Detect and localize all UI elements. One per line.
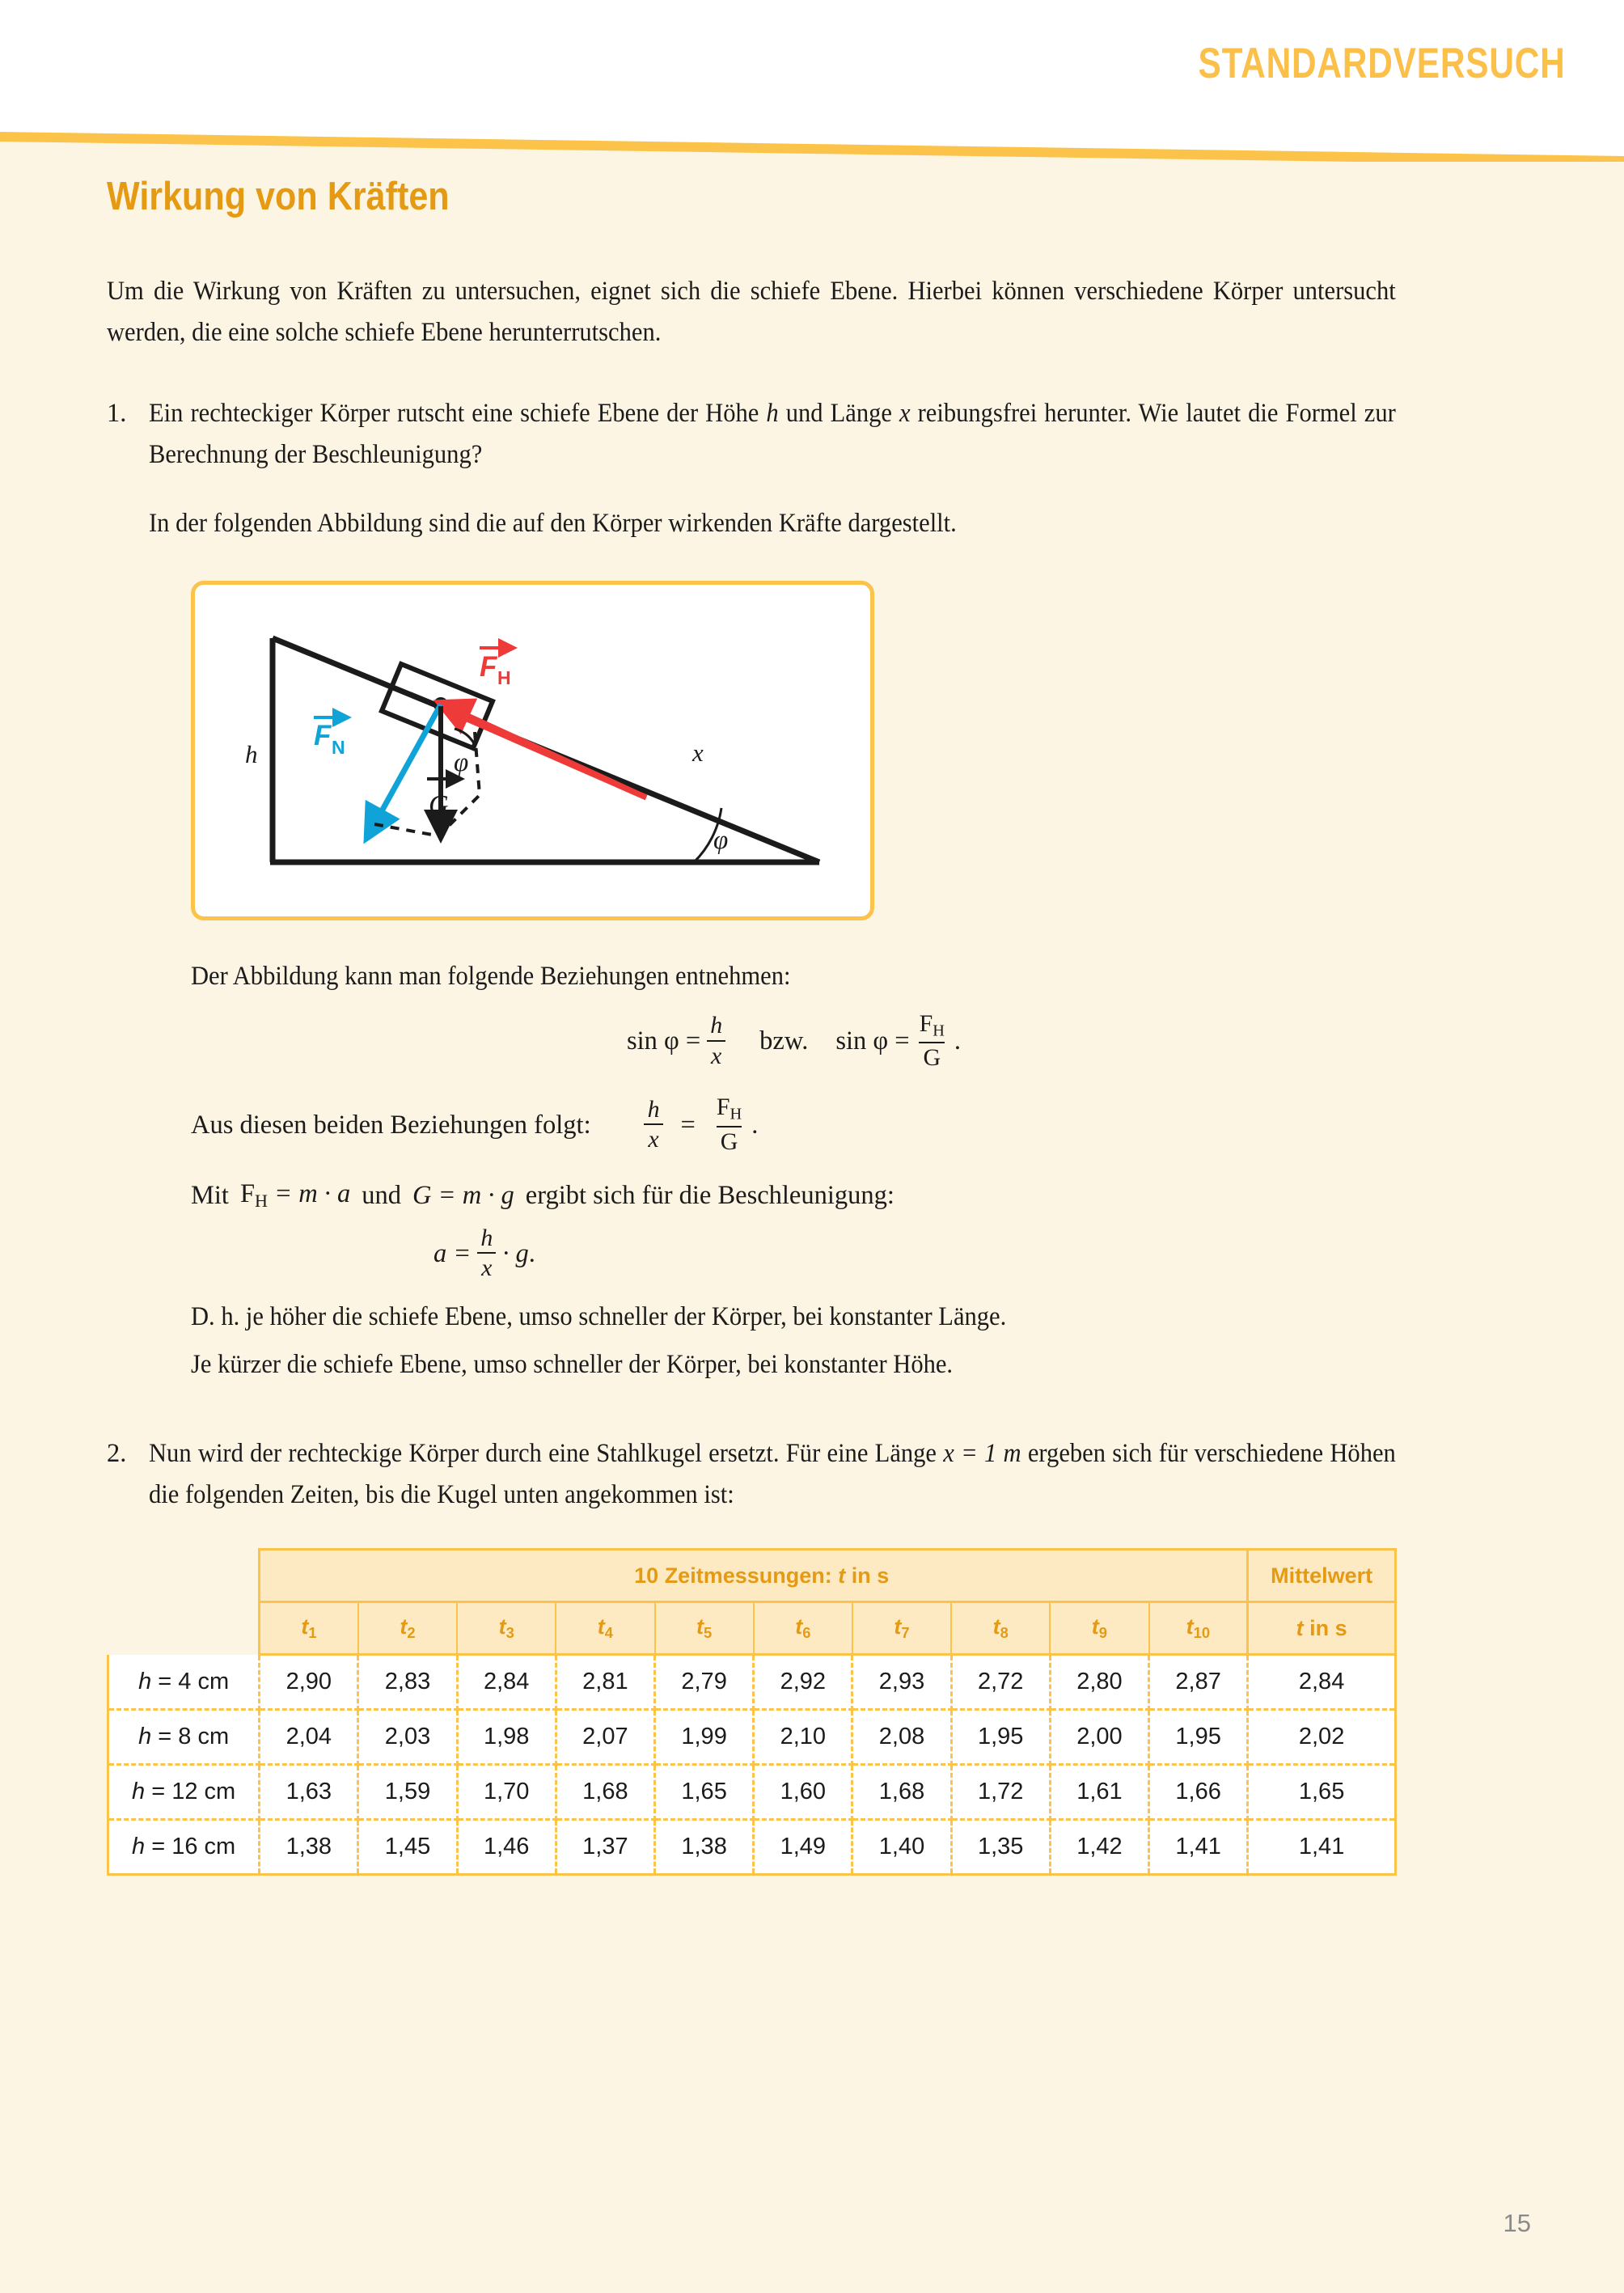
- header-main-prefix: 10 Zeitmessungen:: [634, 1563, 839, 1588]
- list-marker-1: 1.: [107, 398, 127, 428]
- eq4-numerator: h: [480, 1225, 493, 1252]
- table-header-measurements: [260, 1550, 1248, 1602]
- inclined-plane-figure: [191, 581, 874, 920]
- table-corner-blank: [108, 1550, 260, 1602]
- eq4-fraction: [476, 1225, 497, 1281]
- row-label-1: [108, 1710, 260, 1765]
- eq3-fraction-left: [644, 1097, 664, 1153]
- col-header-t3: $t_3$: [457, 1602, 556, 1655]
- cell-0-9: 2,87: [1149, 1655, 1248, 1710]
- cell-1-8: 2,00: [1050, 1710, 1148, 1765]
- col-header-mean: [1248, 1602, 1396, 1655]
- label-x: x: [692, 738, 704, 767]
- label-FN-sub: N: [332, 736, 345, 758]
- intro-paragraph: Um die Wirkung von Kräften zu untersuchen, eignet sich die schiefe Ebene. Hierbei können verschiedene Körper untersucht werden, die eine solche schiefe Ebene herunterrutschen.: [107, 277, 1396, 348]
- item1-followup: In der folgenden Abbildung sind die auf den Körper wirkenden Kräfte dargestellt.: [149, 509, 957, 539]
- col-header-t1: $t_1$: [260, 1602, 358, 1655]
- item2-text: [149, 1433, 1396, 1517]
- row-label-rest-1: = 8 cm: [151, 1724, 230, 1750]
- col-header-t2: $t_2$: [358, 1602, 457, 1655]
- label-FH-group: [480, 648, 511, 688]
- cell-2-8: 1,61: [1050, 1765, 1148, 1820]
- mean-col-suffix: in s: [1303, 1615, 1347, 1640]
- header-main-suffix: in s: [845, 1563, 890, 1588]
- eq2-numerator: [916, 1011, 949, 1042]
- table-row: [108, 1710, 1396, 1765]
- mit-fh-f: F: [239, 1178, 256, 1208]
- cell-3-8: 1,42: [1050, 1820, 1148, 1875]
- cell-2-mean: 1,65: [1248, 1765, 1396, 1820]
- eq4-lhs: a =: [433, 1238, 472, 1268]
- cell-3-6: 1,40: [852, 1820, 951, 1875]
- eq2-denominator: G: [919, 1042, 945, 1070]
- eq2-num-sub: H: [933, 1022, 945, 1040]
- cell-1-1: 2,03: [358, 1710, 457, 1765]
- row-label-rest-3: = 16 cm: [145, 1834, 236, 1860]
- cell-2-0: 1,63: [260, 1765, 358, 1820]
- eq2-lhs: sin φ =: [835, 1026, 910, 1056]
- measurement-table-wrap: [107, 1548, 1397, 1876]
- cell-1-0: 2,04: [260, 1710, 358, 1765]
- conclusion-1: D. h. je höher die schiefe Ebene, umso schneller der Körper, bei konstanter Länge.: [191, 1301, 1007, 1331]
- header-main-var: t: [838, 1563, 846, 1588]
- force-fh-tail: [438, 706, 646, 797]
- eq2-fraction: [916, 1011, 949, 1070]
- cell-3-2: 1,46: [457, 1820, 556, 1875]
- table-header-sub-row: [108, 1602, 1396, 1655]
- cell-0-7: 2,72: [951, 1655, 1050, 1710]
- row-label-3: [108, 1820, 260, 1875]
- equation-mit-line: [191, 1179, 1397, 1212]
- cell-0-3: 2,81: [556, 1655, 654, 1710]
- col-header-t8: $t_8$: [951, 1602, 1050, 1655]
- equation-acceleration: [433, 1226, 1397, 1282]
- cell-0-2: 2,84: [457, 1655, 556, 1710]
- col-header-t5: $t_5$: [655, 1602, 754, 1655]
- eq3-num-right-sub: H: [730, 1106, 742, 1124]
- eq3-num-right-f: F: [716, 1094, 730, 1121]
- cell-1-9: 1,95: [1149, 1710, 1248, 1765]
- eq2-num-f: F: [919, 1010, 933, 1038]
- label-phi-inner: φ: [454, 747, 469, 777]
- cell-3-7: 1,35: [951, 1820, 1050, 1875]
- list-item-2: [107, 1433, 1397, 1517]
- cell-2-1: 1,59: [358, 1765, 457, 1820]
- table-row: [108, 1820, 1396, 1875]
- cell-2-3: 1,68: [556, 1765, 654, 1820]
- cell-2-7: 1,72: [951, 1765, 1050, 1820]
- item2-text-part1: Nun wird der rechteckige Körper durch eine Stahlkugel ersetzt. Für eine Länge: [149, 1438, 944, 1468]
- eq1-numerator: h: [710, 1012, 723, 1039]
- content-column: [107, 174, 1397, 1876]
- list-item-1: [107, 393, 1397, 1386]
- page-title: Wirkung von Kräften: [107, 175, 450, 218]
- equation-sin-pair: [191, 1012, 1397, 1071]
- eq3-num-right: [713, 1094, 746, 1125]
- cell-3-1: 1,45: [358, 1820, 457, 1875]
- eq-connector-bzw: bzw.: [759, 1026, 809, 1056]
- cell-2-9: 1,66: [1149, 1765, 1248, 1820]
- eq4-denominator: x: [477, 1252, 496, 1280]
- eq4-rhs: · g: [502, 1238, 529, 1268]
- cell-1-4: 1,99: [655, 1710, 754, 1765]
- col-header-t9: $t_9$: [1050, 1602, 1148, 1655]
- eq1-denominator: x: [707, 1040, 725, 1068]
- eq4-period: .: [528, 1238, 535, 1268]
- cell-1-7: 1,95: [951, 1710, 1050, 1765]
- label-FN: F: [314, 719, 332, 751]
- cell-3-4: 1,38: [655, 1820, 754, 1875]
- eq3-den-right: G: [717, 1126, 742, 1154]
- item2-length-eq: x = 1 m: [943, 1438, 1021, 1468]
- list-marker-2: 2.: [107, 1438, 127, 1468]
- eq3-equals: =: [680, 1110, 696, 1140]
- table-corner-blank-2: [108, 1602, 260, 1655]
- table-header-mittelwert: Mittelwert: [1248, 1550, 1396, 1602]
- page-number: 15: [1503, 2209, 1531, 2237]
- cell-1-3: 2,07: [556, 1710, 654, 1765]
- row-label-var-3: h: [132, 1834, 146, 1860]
- mit-fh-sub: H: [255, 1191, 269, 1212]
- cell-0-5: 2,92: [754, 1655, 852, 1710]
- table-row: [108, 1765, 1396, 1820]
- measurement-table: [107, 1548, 1397, 1876]
- derivation-block: [191, 956, 1397, 1386]
- item1-var-x: x: [899, 398, 911, 428]
- cell-2-4: 1,65: [655, 1765, 754, 1820]
- col-header-t6: $t_6$: [754, 1602, 852, 1655]
- item1-text: [149, 393, 1396, 476]
- table-row: [108, 1655, 1396, 1710]
- label-h: h: [245, 739, 258, 768]
- running-head: STANDARDVERSUCH: [1198, 40, 1566, 87]
- formula-lead-in: Der Abbildung kann man folgende Beziehungen entnehmen:: [191, 961, 791, 991]
- cell-3-9: 1,41: [1149, 1820, 1248, 1875]
- cell-0-6: 2,93: [852, 1655, 951, 1710]
- eq3-den-left: x: [644, 1123, 662, 1152]
- row-label-var-1: h: [138, 1724, 152, 1750]
- cell-2-2: 1,70: [457, 1765, 556, 1820]
- mit-fh-term: [240, 1179, 350, 1212]
- cell-0-4: 2,79: [655, 1655, 754, 1710]
- table-header-main-row: [108, 1550, 1396, 1602]
- eq1-fraction: [706, 1013, 726, 1068]
- question-list: [107, 393, 1397, 1517]
- item2-text-part2: ergeben sich für verschiedene Höhen die folgenden Zeiten, bis die Kugel unten angekommen ist:: [149, 1438, 1396, 1509]
- equation-ratio-line: [191, 1095, 1397, 1154]
- label-FN-group: [314, 717, 345, 758]
- eq3-fraction-right: [713, 1094, 746, 1153]
- cell-2-5: 1,60: [754, 1765, 852, 1820]
- cell-3-5: 1,49: [754, 1820, 852, 1875]
- mit-fh-rest: = m · a: [274, 1178, 351, 1208]
- cell-3-3: 1,37: [556, 1820, 654, 1875]
- col-header-t10: $t_{10}$: [1149, 1602, 1248, 1655]
- label-G: G: [429, 789, 449, 820]
- cell-3-0: 1,38: [260, 1820, 358, 1875]
- col-header-t7: $t_7$: [852, 1602, 951, 1655]
- mit-label: Mit: [191, 1180, 229, 1210]
- cell-0-mean: 2,84: [1248, 1655, 1396, 1710]
- item1-text-part1: Ein rechteckiger Körper rutscht eine schiefe Ebene der Höhe: [149, 398, 767, 428]
- cell-1-2: 1,98: [457, 1710, 556, 1765]
- cell-1-5: 2,10: [754, 1710, 852, 1765]
- mean-col-var: t: [1296, 1615, 1304, 1640]
- eq1-lhs: sin φ =: [626, 1026, 701, 1056]
- cell-3-mean: 1,41: [1248, 1820, 1396, 1875]
- row-label-rest-2: = 12 cm: [145, 1779, 236, 1805]
- item1-text-part3: reibungsfrei herunter. Wie lautet die Formel zur Berechnung der Beschleunigung?: [149, 398, 1396, 470]
- cell-0-8: 2,80: [1050, 1655, 1148, 1710]
- label-phi-base: φ: [713, 825, 729, 855]
- inclined-plane-svg: [195, 585, 870, 916]
- row-label-0: [108, 1655, 260, 1710]
- label-FH-sub: H: [497, 666, 511, 688]
- row-label-var-2: h: [132, 1779, 146, 1805]
- col-header-t4: $t_4$: [556, 1602, 654, 1655]
- cell-1-mean: 2,02: [1248, 1710, 1396, 1765]
- mit-tail: ergibt sich für die Beschleunigung:: [525, 1180, 894, 1210]
- item1-text-part2: und Länge: [778, 398, 899, 428]
- eq3-num-left: h: [647, 1095, 660, 1123]
- mit-und: und: [362, 1180, 402, 1210]
- cell-2-6: 1,68: [852, 1765, 951, 1820]
- label-FH: F: [480, 650, 497, 683]
- conclusion-2: Je kürzer die schiefe Ebene, umso schneller der Körper, bei konstanter Höhe.: [191, 1350, 954, 1380]
- cell-1-6: 2,08: [852, 1710, 951, 1765]
- cell-0-0: 2,90: [260, 1655, 358, 1710]
- mit-g-term: G = m · g: [412, 1180, 514, 1210]
- eq3-period: .: [751, 1110, 759, 1140]
- row-label-var-0: h: [138, 1668, 152, 1694]
- eq2-period: .: [954, 1026, 962, 1056]
- ratio-lead: Aus diesen beiden Beziehungen folgt:: [191, 1110, 591, 1140]
- row-label-rest-0: = 4 cm: [151, 1668, 230, 1694]
- item1-var-h: h: [766, 398, 779, 428]
- cell-0-1: 2,83: [358, 1655, 457, 1710]
- row-label-2: [108, 1765, 260, 1820]
